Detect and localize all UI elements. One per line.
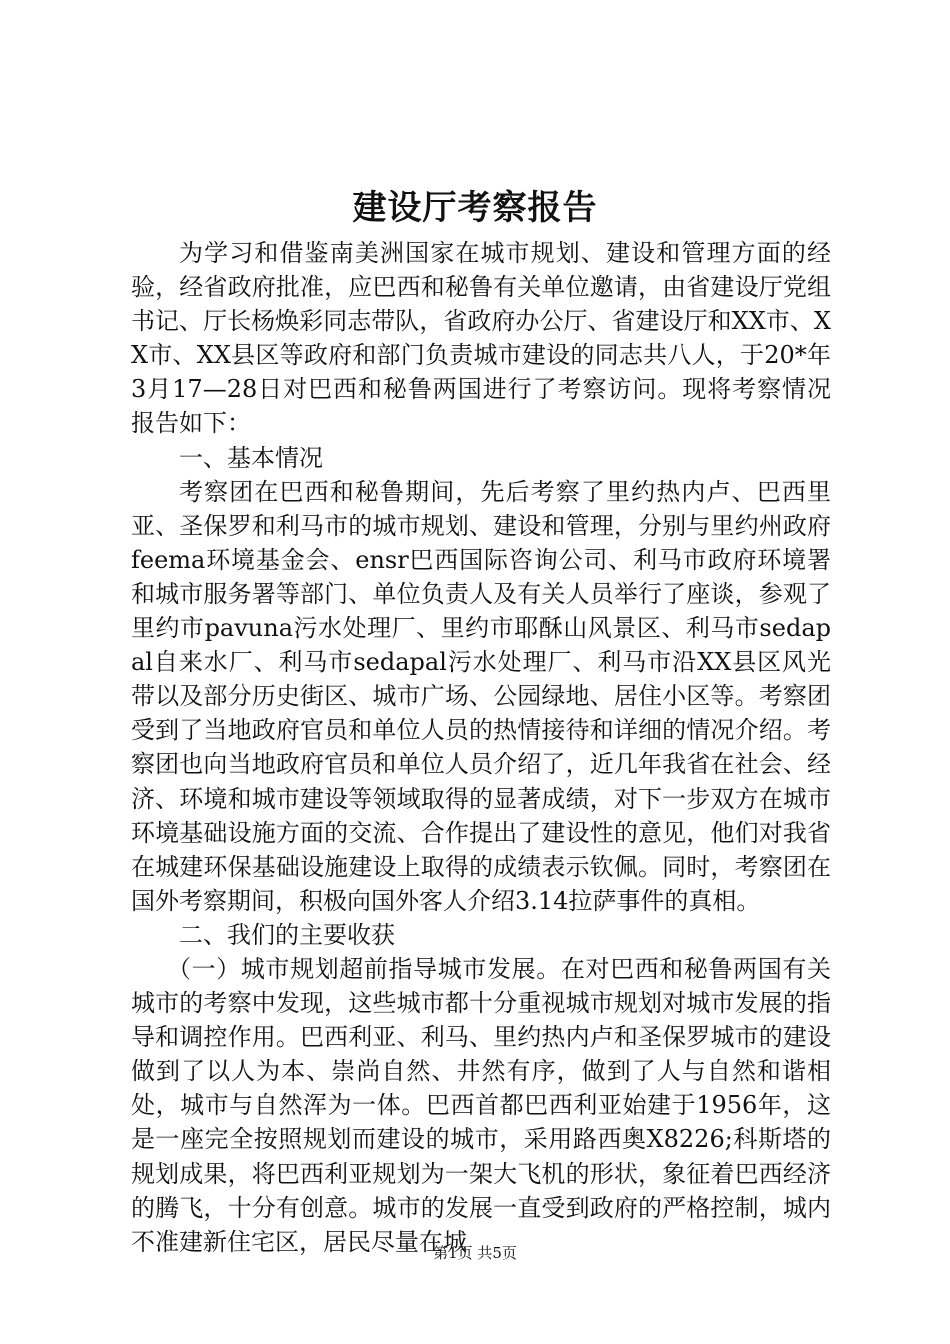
document-title: 建设厅考察报告 bbox=[352, 188, 598, 228]
document-body bbox=[131, 236, 831, 1259]
intro-paragraph: 为学习和借鉴南美洲国家在城市规划、建设和管理方面的经验，经省政府批准，应巴西和秘鲁有关单位邀请，由省建设厅党组书记、厅长杨焕彩同志带队，省政府办公厅、省建设厅和XX市、XX市、XX县区等政府和部门负责城市建设的同志共八人，于20*年3月17—28日对巴西和秘鲁两国进行了考察访问。现将考察情况报告如下： bbox=[131, 239, 831, 438]
page-number-footer: 第1页 共5页 bbox=[433, 1244, 517, 1262]
basic-situation-paragraph: 考察团在巴西和秘鲁期间，先后考察了里约热内卢、巴西里亚、圣保罗和利马市的城市规划、建设和管理，分别与里约州政府feema环境基金会、ensr巴西国际咨询公司、利马市政府环境署和城市服务署等部门、单位负责人及有关人员举行了座谈，参观了里约市pavuna污水处理厂、里约市耶酥山风景区、利马市sedapal自来水厂、利马市sedapal污水处理厂、利马市沿XX县区风光带以及部分历史街区、城市广场、公园绿地、居住小区等。考察团受到了当地政府官员和单位人员的热情接待和详细的情况介绍。考察团也向当地政府官员和单位人员介绍了，近几年我省在社会、经济、环境和城市建设等领域取得的显著成绩，对下一步双方在城市环境基础设施方面的交流、合作提出了建设性的意见，他们对我省在城建环保基础设施建设上取得的成绩表示钦佩。同时，考察团在国外考察期间，积极向国外客人介绍3.14拉萨事件的真相。 bbox=[131, 477, 831, 915]
main-gains-paragraph-1: （一）城市规划超前指导城市发展。在对巴西和秘鲁两国有关城市的考察中发现，这些城市都十分重视城市规划对城市发展的指导和调控作用。巴西利亚、利马、里约热内卢和圣保罗城市的建设做到了以人为本、崇尚自然、井然有序，做到了人与自然和谐相处，城市与自然浑为一体。巴西首都巴西利亚始建于1956年，这是一座完全按照规划而建设的城市，采用路西奥X8226;科斯塔的规划成果，将巴西利亚规划为一架大飞机的形状，象征着巴西经济的腾飞，十分有创意。城市的发展一直受到政府的严格控制，城内不准建新住宅区，居民尽量在城 bbox=[131, 954, 831, 1256]
section-heading-basic-situation: 一、基本情况 bbox=[179, 443, 323, 472]
section-heading-main-gains: 二、我们的主要收获 bbox=[179, 920, 395, 949]
